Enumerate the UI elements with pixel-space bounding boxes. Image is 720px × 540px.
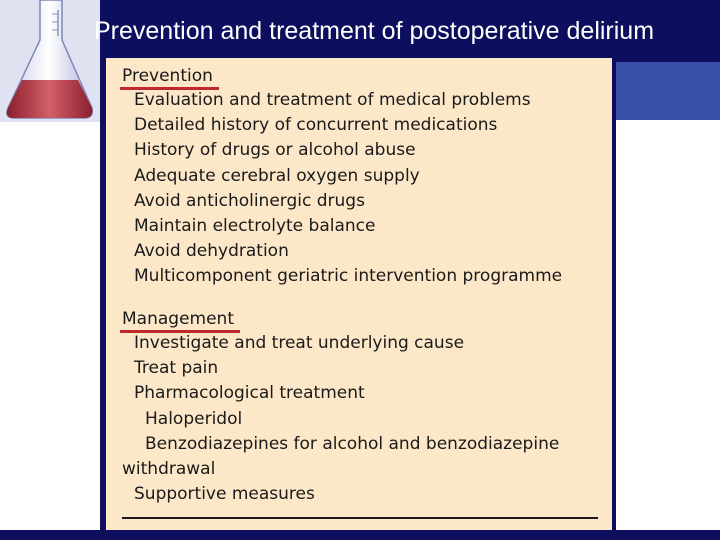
prevention-heading: Prevention [122,66,213,86]
right-band [600,62,720,120]
list-item: Pharmacological treatment [134,383,365,404]
list-item: Treat pain [134,358,219,379]
bottom-rule [122,517,598,519]
prevention-section [122,64,562,290]
list-item: Haloperidol [145,408,243,429]
list-item: withdrawal [122,459,216,480]
content-panel [100,58,616,540]
management-section [122,307,559,507]
list-item: Supportive measures [134,484,315,505]
slide-title: Prevention and treatment of postoperative delirium [94,17,655,45]
laboratory-flask-icon [0,0,100,122]
list-item: Avoid anticholinergic drugs [134,190,365,211]
list-item: Adequate cerebral oxygen supply [134,165,420,186]
list-item: History of drugs or alcohol abuse [134,140,416,161]
list-item: Avoid dehydration [134,241,289,262]
bottom-band [0,530,720,540]
list-item: Benzodiazepines for alcohol and benzodiazepine [145,433,560,454]
list-item: Investigate and treat underlying cause [134,333,465,353]
list-item: Evaluation and treatment of medical problems [134,90,531,110]
management-heading: Management [122,309,234,329]
list-item: Maintain electrolyte balance [134,216,376,237]
list-item: Multicomponent geriatric intervention programme [134,266,563,287]
list-item: Detailed history of concurrent medications [134,115,498,136]
